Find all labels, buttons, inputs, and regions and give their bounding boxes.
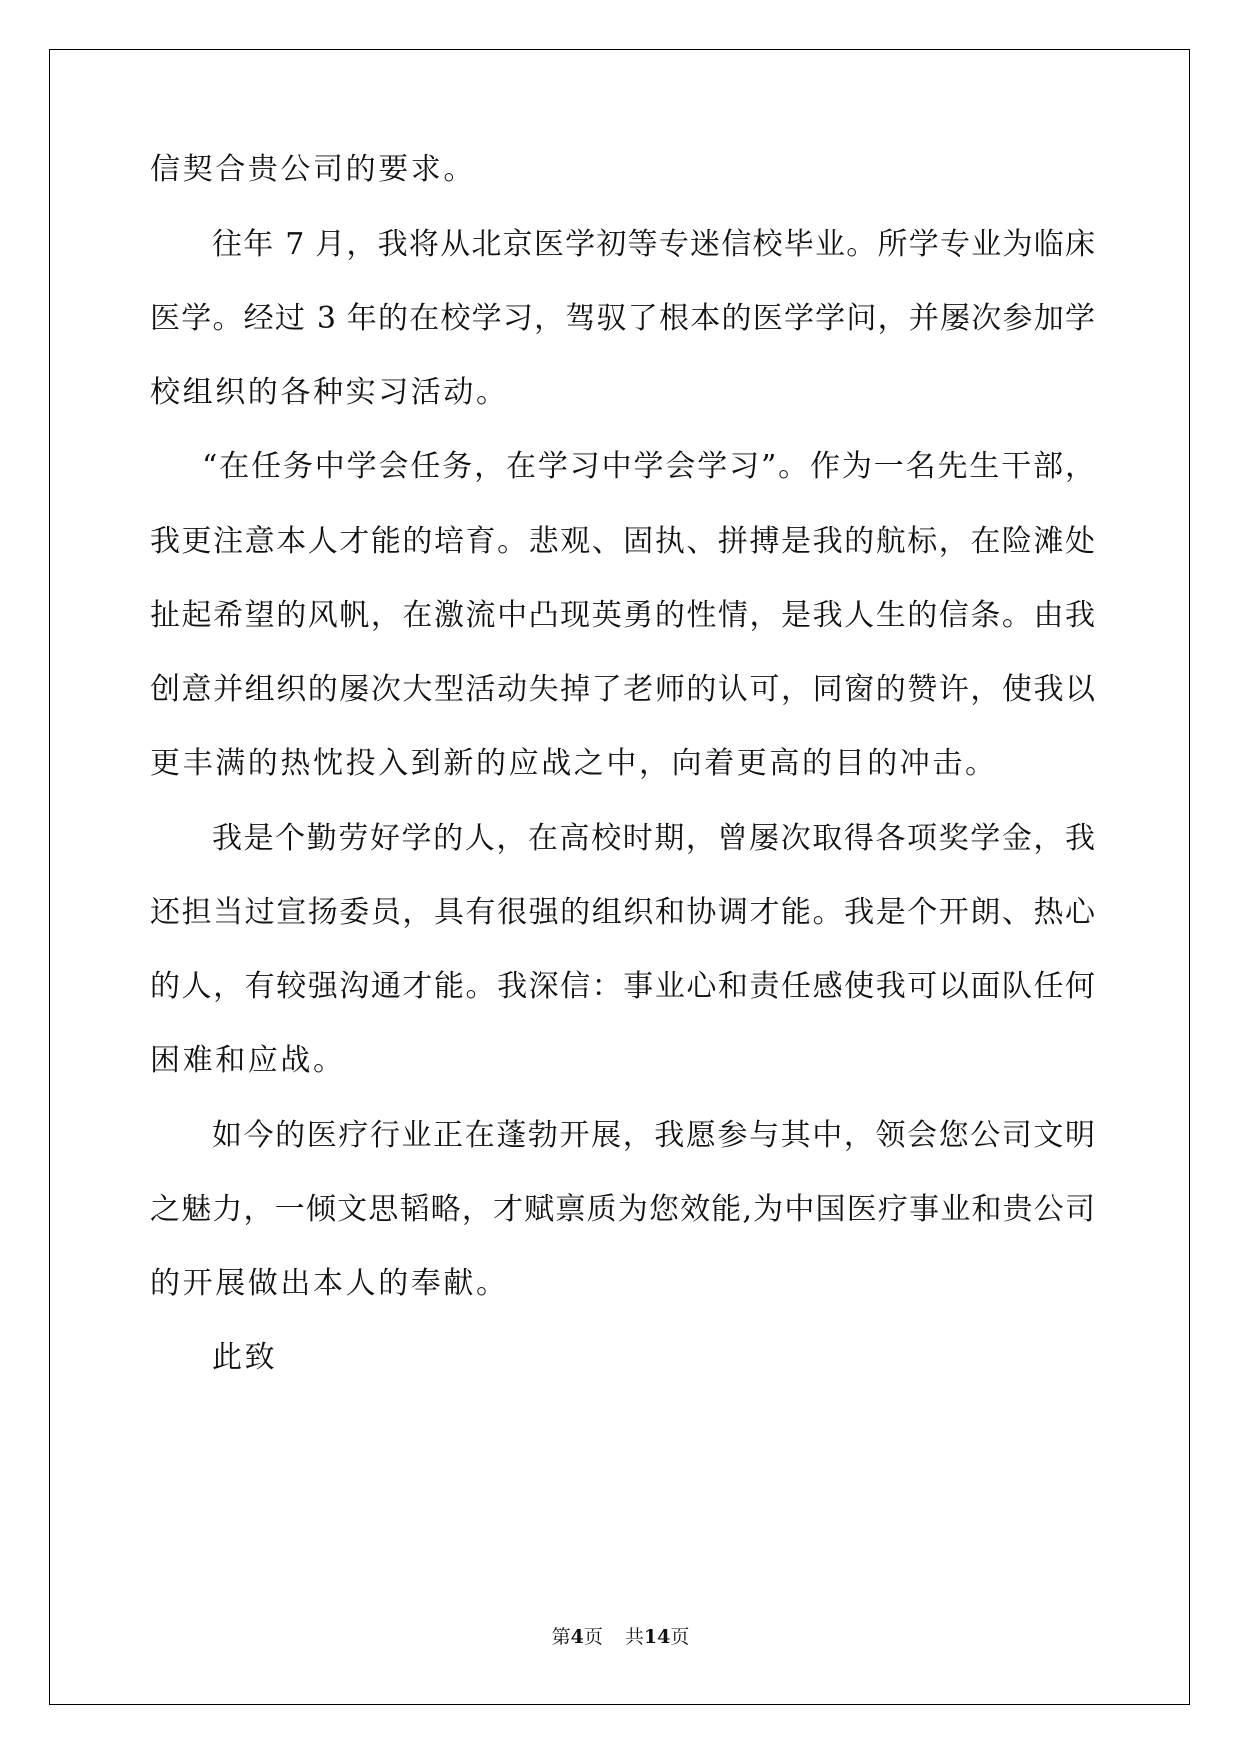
text-line: 如今的医疗行业正在蓬勃开展，我愿参与其中，领会您公司文明 (212, 1118, 1095, 1153)
page-footer (0, 1625, 1241, 1649)
total-prefix: 共 (624, 1626, 644, 1648)
text-line: 医学。经过 3 年的在校学习，驾驭了根本的医学学问，并屡次参加学 (150, 301, 1095, 336)
text-line: 之魅力，一倾文思韬略，才赋禀质为您效能,为中国医疗事业和贵公司 (150, 1192, 1095, 1227)
text-line: “在任务中学会任务，在学习中学会学习”。作为一名先生干部， (202, 449, 1095, 484)
text-line: 校组织的各种实习活动。 (150, 375, 509, 410)
text-line: 我是个勤劳好学的人，在高校时期，曾屡次取得各项奖学金，我 (212, 821, 1095, 856)
text-line: 扯起希望的风帆，在激流中凸现英勇的性情，是我人生的信条。由我 (150, 598, 1095, 633)
text-line: 往年 7 月，我将从北京医学初等专迷信校毕业。所学专业为临床 (212, 227, 1095, 262)
current-page-number: 4 (570, 1626, 584, 1648)
total-suffix: 页 (670, 1626, 690, 1648)
closing-salutation: 此致 (212, 1340, 278, 1375)
text-line: 创意并组织的屡次大型活动失掉了老师的认可，同窗的赞许，使我以 (150, 672, 1095, 707)
total-page-number: 14 (643, 1626, 671, 1648)
text-line: 困难和应战。 (150, 1043, 346, 1078)
page-border (49, 49, 1190, 1705)
text-line: 的人，有较强沟通才能。我深信：事业心和责任感使我可以面队任何 (150, 969, 1095, 1004)
text-line: 信契合贵公司的要求。 (150, 152, 476, 187)
text-line: 更丰满的热忱投入到新的应战之中，向着更高的目的冲击。 (150, 746, 998, 781)
text-line: 还担当过宣扬委员，具有很强的组织和协调才能。我是个开朗、热心 (150, 895, 1095, 930)
text-line: 我更注意本人才能的培育。悲观、固执、拼搏是我的航标，在险滩处 (150, 524, 1095, 559)
page-prefix: 第 (551, 1626, 571, 1648)
text-line: 的开展做出本人的奉献。 (150, 1266, 509, 1301)
page-suffix: 页 (583, 1626, 603, 1648)
